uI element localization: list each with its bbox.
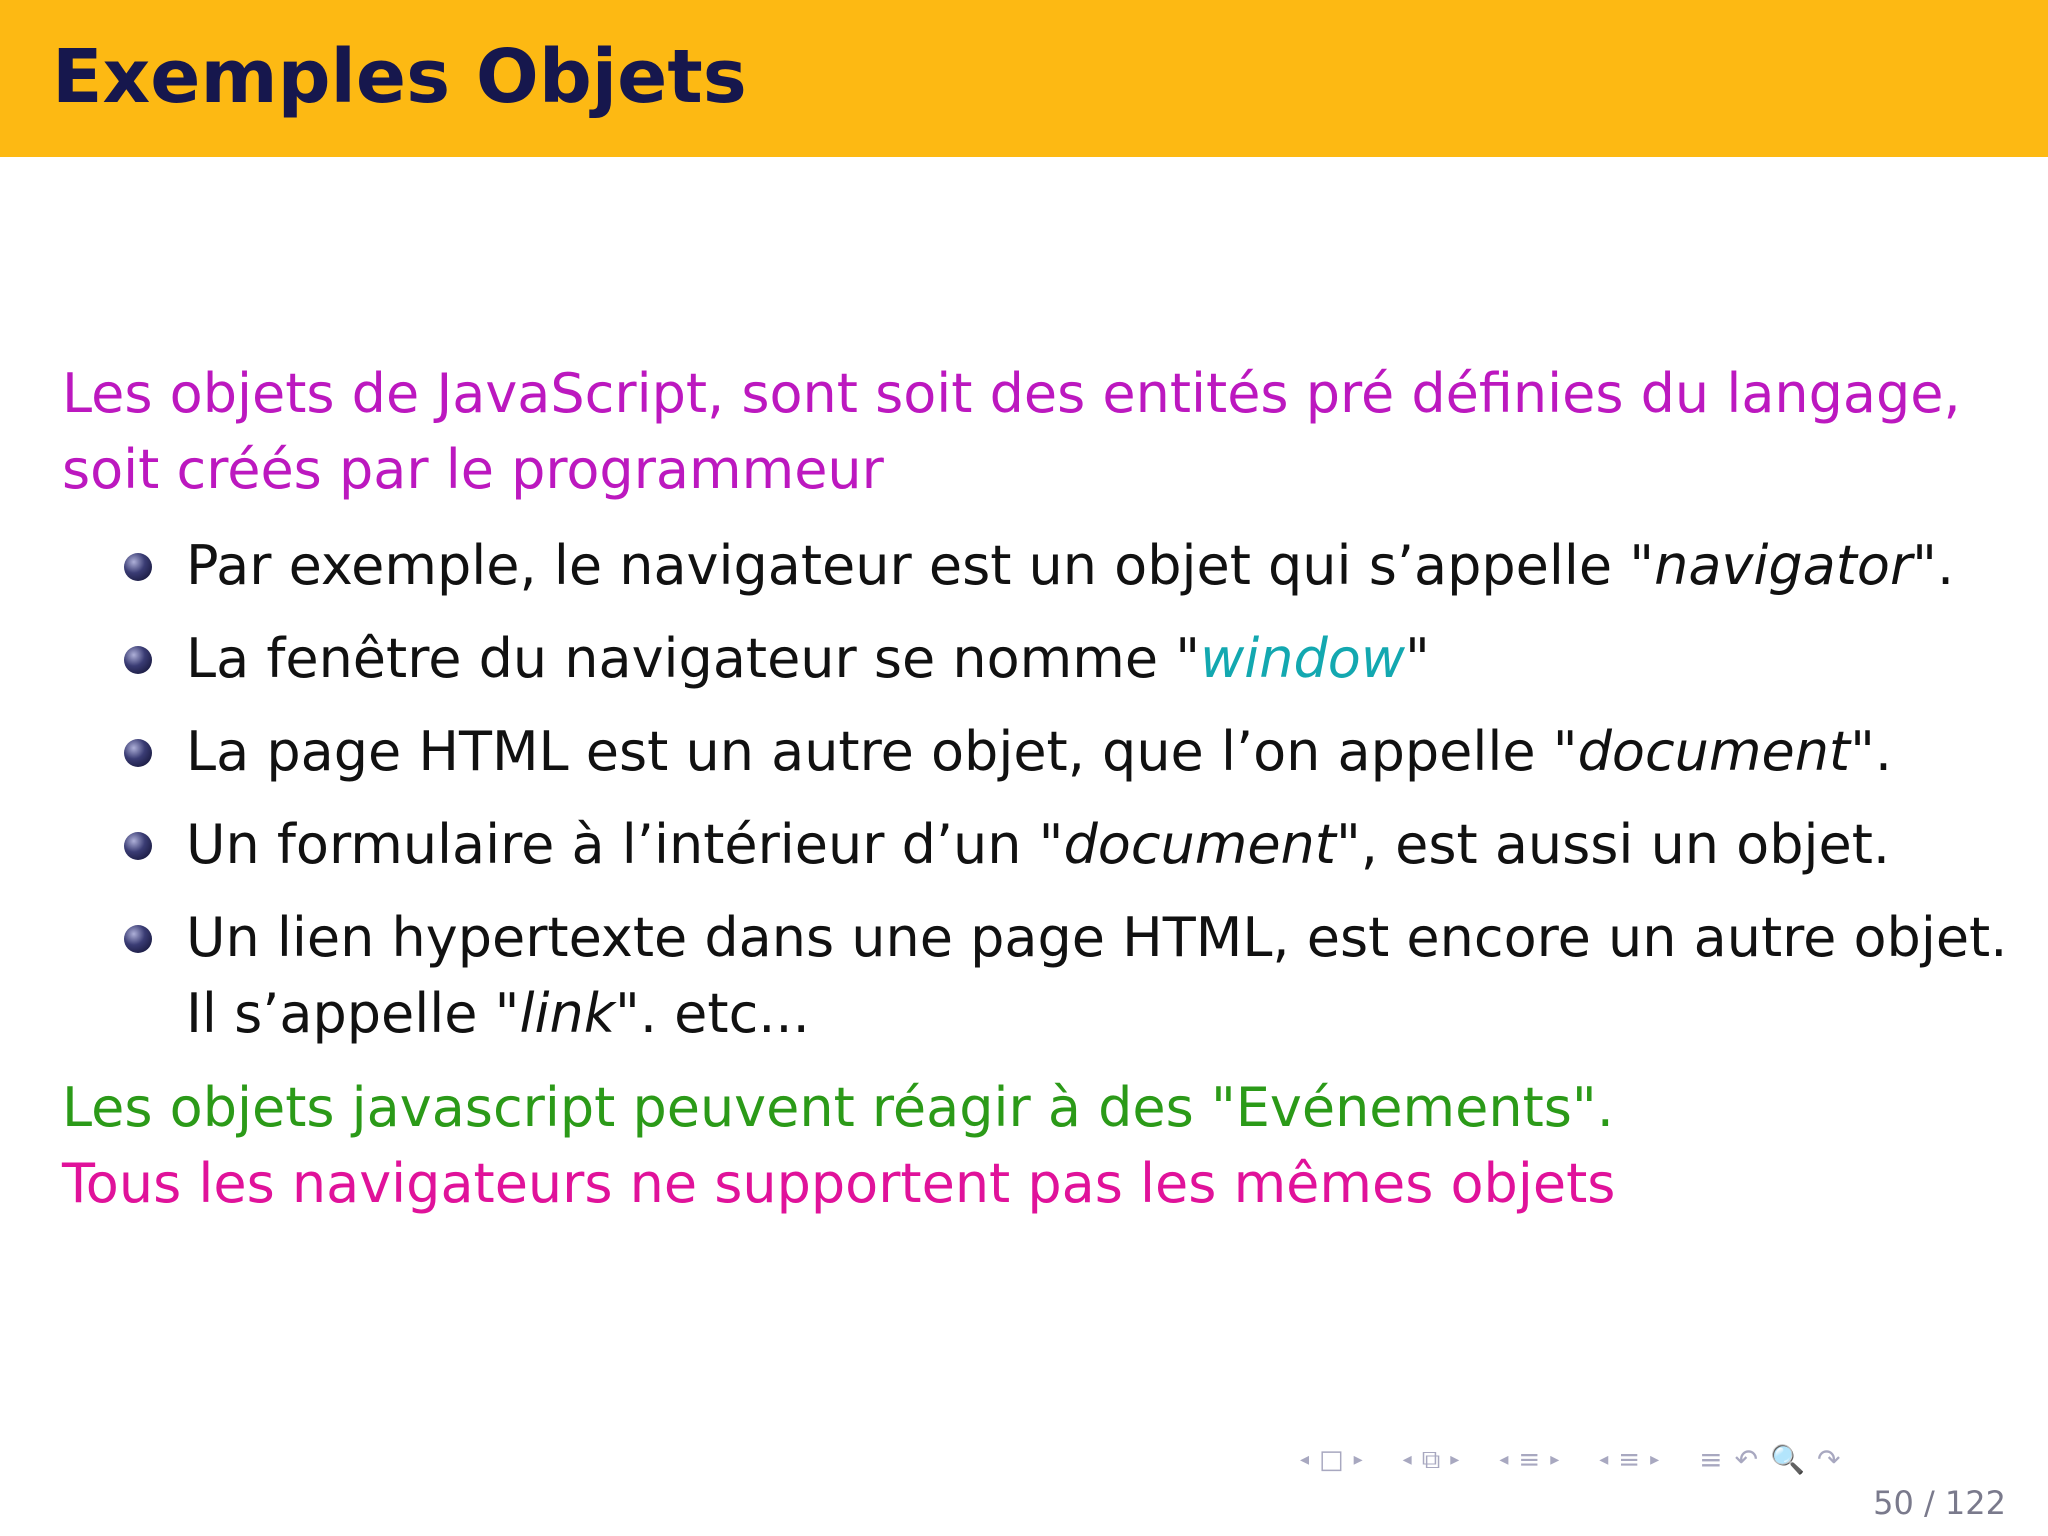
subsection-prev-icon[interactable]: ◂ [1402,1449,1412,1470]
bullet-icon [124,553,152,581]
bullet-item: Par exemple, le navigateur est un objet qui s’appelle "navigator". [186,528,2016,604]
section-icon[interactable]: ≡ [1518,1445,1541,1475]
section-prev-icon[interactable]: ◂ [1499,1449,1509,1470]
intro-paragraph: Les objets de JavaScript, sont soit des entités pré définies du langage, soit créés par le programmeur [62,362,1961,501]
document-next-icon[interactable]: ▸ [1650,1449,1660,1470]
slide-title: Exemples Objets [52,34,747,120]
page-number: 50 / 122 [1873,1484,2006,1522]
bullet-icon [124,832,152,860]
frame-prev-icon[interactable]: ◂ [1300,1449,1310,1470]
section-nav [1499,1447,1559,1473]
subsection-icon[interactable]: ⧉ [1421,1445,1441,1475]
frame-next-icon[interactable]: ▸ [1353,1449,1363,1470]
bullet-item: Un formulaire à l’intérieur d’un "document", est aussi un objet. [186,807,2016,883]
bullet-item: Un lien hypertexte dans une page HTML, est encore un autre objet. Il s’appelle "link". etc... [186,900,2016,1052]
subsection-nav [1403,1447,1460,1473]
frame-icon[interactable]: □ [1319,1445,1344,1475]
search-icon[interactable]: 🔍 [1770,1443,1805,1476]
bullet-icon [124,925,152,953]
bullet-item: La fenêtre du navigateur se nomme "window" [186,621,2016,697]
object-name-navigator: navigator [1654,534,1913,597]
document-prev-icon[interactable]: ◂ [1599,1449,1609,1470]
events-line: Les objets javascript peuvent réagir à des "Evénements". [62,1076,1614,1139]
bullet-icon [124,646,152,674]
frame-nav [1300,1447,1363,1473]
object-name-link: link [519,982,616,1045]
bullet-list [186,528,2016,1069]
bullet-item: La page HTML est un autre objet, que l’on appelle "document". [186,714,2016,790]
subsection-next-icon[interactable]: ▸ [1450,1449,1460,1470]
section-next-icon[interactable]: ▸ [1550,1449,1560,1470]
title-bar [0,0,2048,157]
object-name-document: document [1577,720,1851,783]
document-nav [1599,1447,1659,1473]
bullet-icon [124,739,152,767]
back-icon[interactable]: ↶ [1734,1443,1759,1476]
appendix-icon[interactable]: ≡ [1699,1443,1723,1476]
object-name-document: document [1063,813,1336,876]
support-line: Tous les navigateurs ne supportent pas les mêmes objets [62,1152,1616,1215]
document-icon[interactable]: ≡ [1618,1445,1641,1475]
forward-icon[interactable]: ↷ [1816,1443,1841,1476]
beamer-navigation-bar [1300,1444,2038,1476]
object-name-window: window [1200,627,1405,690]
